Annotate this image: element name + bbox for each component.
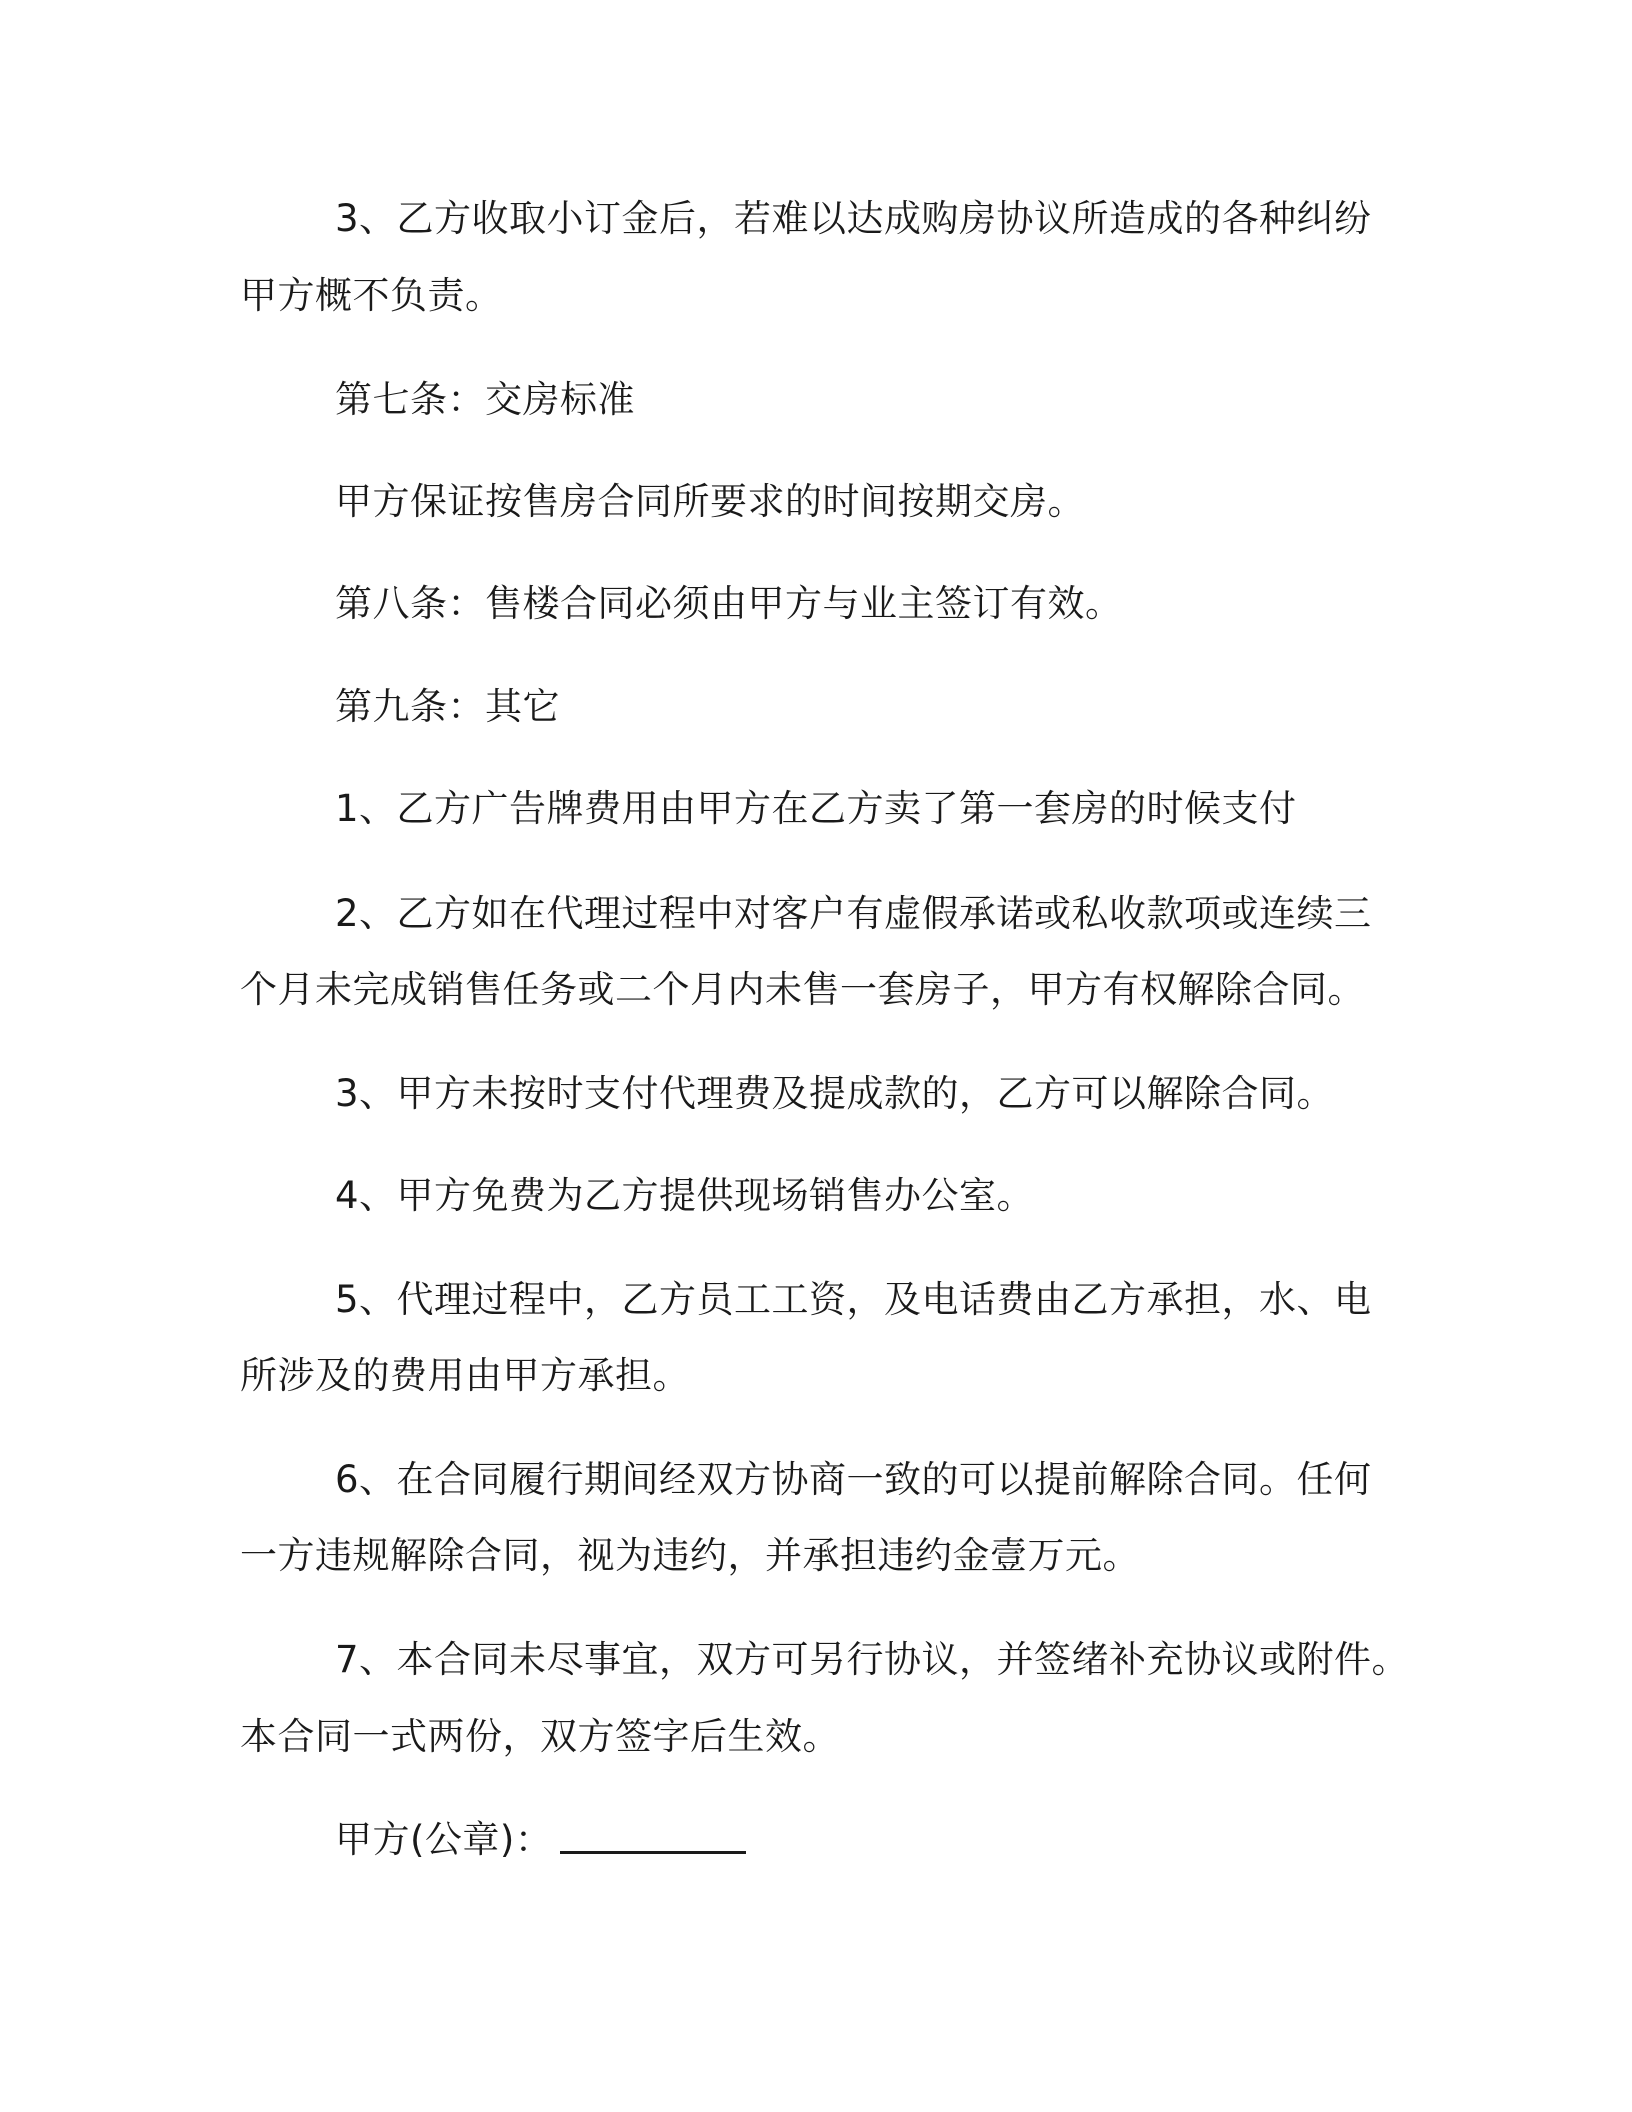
- article-9-item-7-line-2: 本合同一式两份，双方签字后生效。: [240, 1715, 840, 1758]
- article-9-item-2-line-1: 2、乙方如在代理过程中对客户有虚假承诺或私收款项或连续三: [335, 892, 1372, 935]
- article-9-item-4: 4、甲方免费为乙方提供现场销售办公室。: [335, 1174, 1035, 1217]
- item-3-deposit-line-2: 甲方概不负责。: [240, 274, 503, 317]
- article-9-item-6-line-1: 6、在合同履行期间经双方协商一致的可以提前解除合同。任何: [335, 1458, 1372, 1501]
- item-3-deposit-line-1: 3、乙方收取小订金后，若难以达成购房协议所造成的各种纠纷: [335, 197, 1372, 240]
- article-9-heading: 第九条：其它: [335, 685, 560, 728]
- article-9-item-7-line-1: 7、本合同未尽事宜，双方可另行协议，并签绪补充协议或附件。: [335, 1638, 1410, 1681]
- article-9-item-6-line-2: 一方违规解除合同，视为违约，并承担违约金壹万元。: [240, 1534, 1140, 1577]
- article-8: 第八条：售楼合同必须由甲方与业主签订有效。: [335, 582, 1123, 625]
- article-9-item-3: 3、甲方未按时支付代理费及提成款的，乙方可以解除合同。: [335, 1072, 1335, 1115]
- article-7-heading: 第七条：交房标准: [335, 378, 635, 421]
- signature-blank: [560, 1817, 746, 1854]
- article-9-item-1: 1、乙方广告牌费用由甲方在乙方卖了第一套房的时候支付: [335, 787, 1297, 830]
- signature-label: 甲方(公章)：: [335, 1818, 553, 1861]
- article-9-item-5-line-1: 5、代理过程中，乙方员工工资，及电话费由乙方承担，水、电: [335, 1278, 1372, 1321]
- signature-line-party-a: [335, 1816, 746, 1864]
- article-7-body: 甲方保证按售房合同所要求的时间按期交房。: [335, 480, 1085, 523]
- article-9-item-2-line-2: 个月未完成销售任务或二个月内未售一套房子，甲方有权解除合同。: [240, 968, 1365, 1011]
- article-9-item-5-line-2: 所涉及的费用由甲方承担。: [240, 1354, 690, 1397]
